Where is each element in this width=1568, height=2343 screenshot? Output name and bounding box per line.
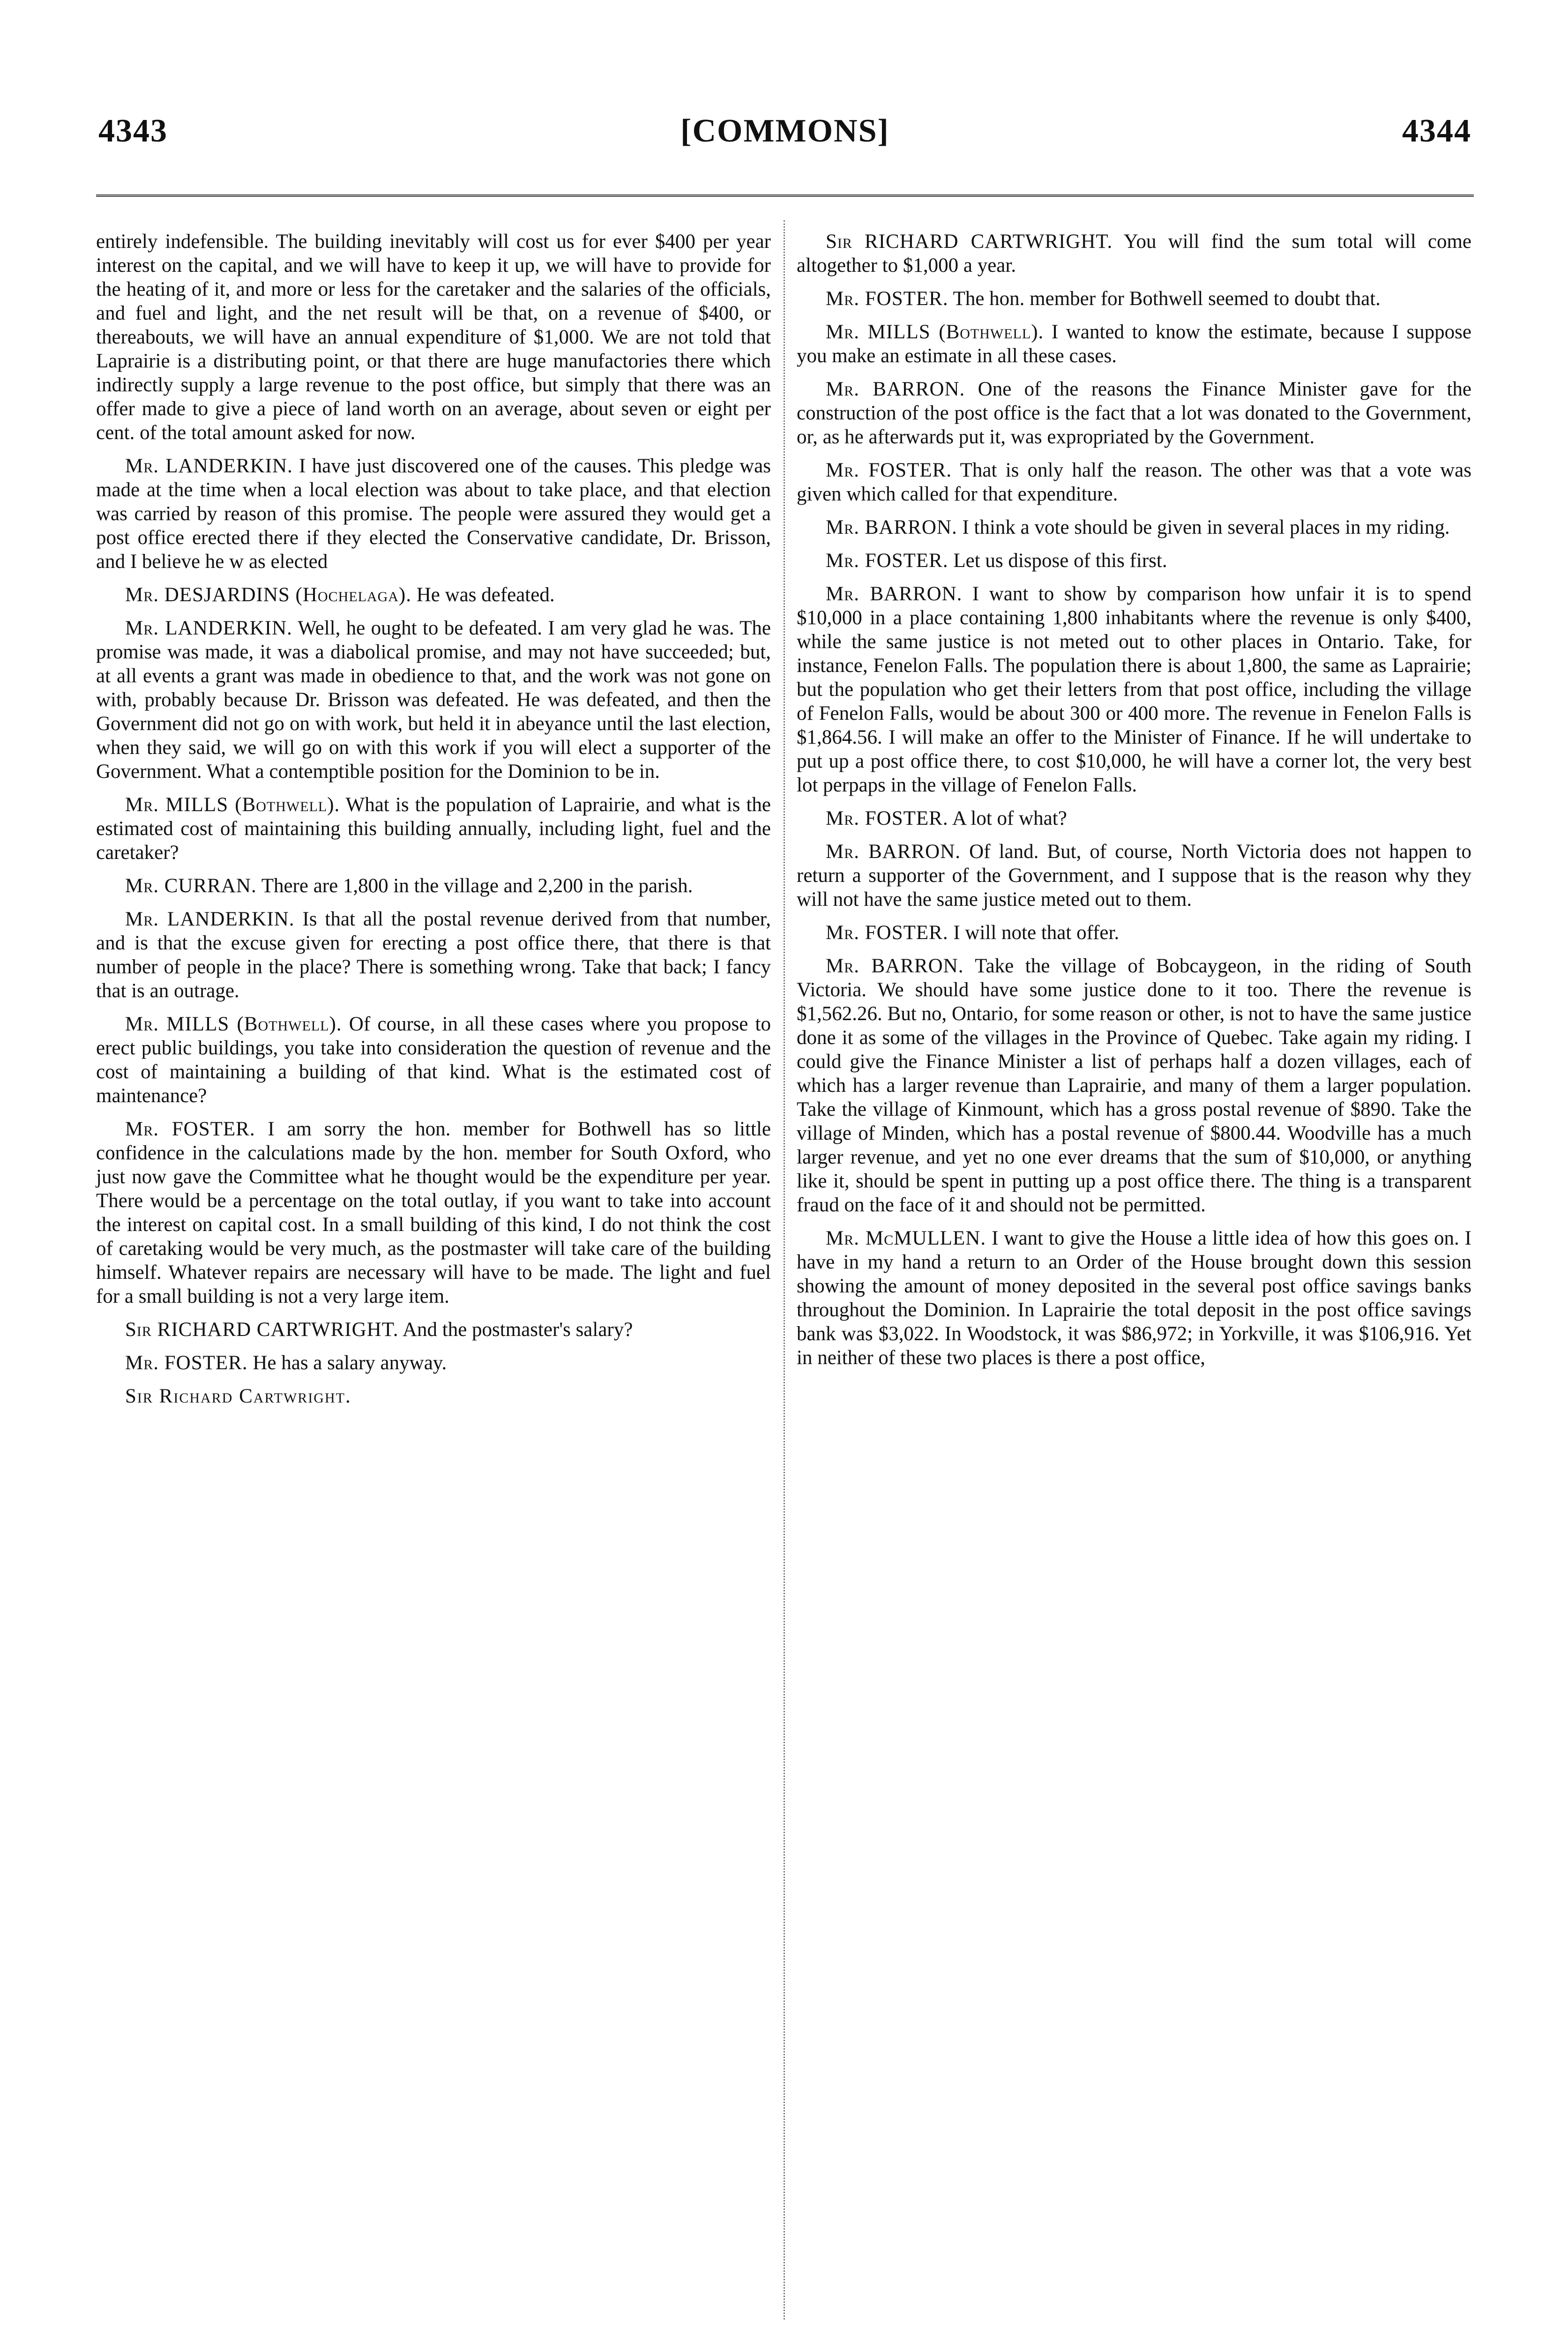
- paragraph-text: A lot of what?: [952, 807, 1067, 829]
- paragraph-text: One of the reasons the Finance Minister gave for the construction of the post office is the fact that a lot was donated to the Government, or, as he afterwards put it, was expropriated by the Government.: [797, 378, 1472, 448]
- paragraph-text: Of course, in all these cases where you propose to erect public buildings, you take into consideration the question of revenue and the cost of maintaining a building of that kind. What is the estimated cost of maintenance?: [96, 1013, 771, 1107]
- paragraph-text: I want to give the House a little idea of how this goes on. I have in my hand a return to an Order of the House brought down this session showing the amount of money deposited in the several post office savings banks throughout the Dominion. In Laprairie the total deposit in the post office savings bank was $3,022. In Woodstock, it was $86,972; in Yorkville, it was $106,916. Yet in neither of these two places is there a post office,: [797, 1227, 1471, 1369]
- paragraph-text: I will note that offer.: [953, 922, 1120, 944]
- paragraph: [797, 230, 1471, 277]
- paragraph: [96, 454, 771, 574]
- paragraph-text: entirely indefensible. The building inevitably will cost us for ever $400 per year interest on the capital, and we will have to keep it up, we will have to provide for the heating of it, and more or less for the caretaker and the salaries of the officials, and fuel and light, and the net result will be that, on a revenue of $400, or thereabouts, we will have an annual expenditure of $1,000. We are not told that Laprairie is a distributing point, or that there are huge manufactories there which indirectly supply a large revenue to the post office, but simply that there was an offer made to give a piece of land worth on an average, about seven or eight per cent. of the total amount asked for now.: [96, 231, 771, 444]
- speaker-name: Mr. MILLS (Bothwell).: [125, 794, 340, 816]
- paragraph: [96, 793, 771, 865]
- speaker-name: Mr. BARRON.: [826, 378, 965, 400]
- speaker-name: Mr. DESJARDINS (Hochelaga).: [125, 584, 411, 606]
- paragraph: [797, 549, 1471, 573]
- paragraph-text: I want to show by comparison how unfair it is to spend $10,000 in a place containing 1,800 inhabitants where the revenue is only $400, while the same justice is not meted out to other places in Ontario. Take, for instance, Fenelon Falls. The population there is about 1,800, the same as Laprairie; but the population who get their letters from that post office, including the village of Fenelon Falls, would be about 300 or 400 more. The revenue in Fenelon Falls is $1,864.56. I will make an offer to the Minister of Finance. If he will undertake to put up a post office there, to cost $10,000, he will have a corner lot, the very best lot perpaps in the village of Fenelon Falls.: [797, 583, 1472, 796]
- paragraph-text: And the postmaster's salary?: [402, 1319, 633, 1341]
- trailing-speaker: Sir Richard Cartwright.: [125, 1385, 351, 1407]
- paragraph-text: Well, he ought to be defeated. I am very glad he was. The promise was made, it was a diabolical promise, and may not have succeeded; but, at all events a grant was made in obedience to that, and the work was not gone on with, probably because Dr. Brisson was defeated. He was defeated, and then the Government did not go on with work, but held it in abeyance until the last election, when they said, we will go on with this work if you will elect a supporter of the Government. What a contemptible position for the Dominion to be in.: [96, 617, 771, 783]
- speaker-name: Mr. CURRAN.: [125, 875, 257, 897]
- paragraph: [797, 806, 1471, 830]
- paragraph-text: I wanted to know the estimate, because I suppose you make an estimate in all these cases.: [797, 321, 1471, 367]
- paragraph-text: There are 1,800 in the village and 2,200 in the parish.: [261, 875, 693, 897]
- header-rule: [96, 194, 1474, 197]
- speaker-name: Mr. FOSTER.: [826, 288, 948, 310]
- paragraph: [96, 230, 771, 445]
- paragraph-text: Take the village of Bobcaygeon, in the riding of South Victoria. We should have some justice done to it too. There the revenue is $1,562.26. But no, Ontario, for some reason or other, is not to have the same justice done it as some of the villages in the Province of Quebec. Take again my riding. I could give the Finance Minister a list of perhaps half a dozen villages, each of which has a larger revenue than Laprairie, and many of them a larger population. Take the village of Kinmount, which has a gross postal revenue of $890. Take the village of Minden, which has a postal revenue of $800.44. Woodville has a much larger revenue, and yet no one ever dreams that the sum of $10,000, or anything like it, should be spent in putting up a post office there. The thing is a transparent fraud on the face of it and should not be permitted.: [797, 955, 1471, 1216]
- paragraph: [96, 583, 771, 607]
- speaker-name: Sir RICHARD CARTWRIGHT.: [826, 231, 1113, 253]
- speaker-name: Mr. LANDERKIN.: [125, 455, 293, 477]
- header-title: [COMMONS]: [680, 113, 889, 149]
- paragraph: [96, 1012, 771, 1108]
- column-divider: [784, 220, 785, 2320]
- speaker-name: Mr. FOSTER.: [125, 1118, 255, 1140]
- speaker-name: Mr. BARRON.: [826, 516, 957, 538]
- paragraph: [797, 582, 1471, 797]
- speaker-name: Mr. McMULLEN.: [826, 1227, 986, 1249]
- right-column: [797, 230, 1471, 1379]
- page-number-right: 4344: [1402, 113, 1471, 149]
- paragraph-text: Is that all the postal revenue derived from that number, and is that the excuse given for erecting a post office there, that there is that number of people in the place? There is something wrong. Take that back; I fancy that is an outrage.: [96, 908, 771, 1002]
- speaker-name: Mr. FOSTER.: [826, 922, 948, 944]
- paragraph-text: I think a vote should be given in several places in my riding.: [962, 516, 1450, 538]
- speaker-name: Mr. FOSTER.: [826, 459, 952, 481]
- paragraph-text: Let us dispose of this first.: [953, 550, 1167, 572]
- paragraph-text: You will find the sum total will come altogether to $1,000 a year.: [797, 231, 1472, 276]
- speaker-name: Mr. LANDERKIN.: [125, 617, 292, 639]
- paragraph: [96, 1351, 771, 1375]
- paragraph: [797, 921, 1471, 945]
- paragraph: [797, 458, 1471, 506]
- paragraph-text: What is the population of Laprairie, and what is the estimated cost of maintaining this building annually, including light, fuel and the caretaker?: [96, 794, 771, 864]
- speaker-name: Mr. FOSTER.: [826, 550, 948, 572]
- paragraph: [797, 1226, 1471, 1370]
- left-column: [96, 230, 771, 1408]
- paragraph-text: He was defeated.: [416, 584, 555, 606]
- paragraph: [797, 377, 1471, 449]
- paragraph: [96, 1318, 771, 1342]
- paragraph: [797, 840, 1471, 911]
- paragraph: [797, 287, 1471, 311]
- speaker-name: Mr. FOSTER.: [125, 1352, 248, 1374]
- paragraph: [96, 616, 771, 783]
- speaker-name: Mr. MILLS (Bothwell).: [826, 321, 1044, 343]
- paragraph: [96, 874, 771, 898]
- paragraph-text: Of land. But, of course, North Victoria does not happen to return a supporter of the Government, and I suppose that is the reason why they will not have the same justice meted out to them.: [797, 841, 1471, 910]
- paragraph: [797, 320, 1471, 368]
- paragraph: [797, 954, 1471, 1217]
- paragraph-text: The hon. member for Bothwell seemed to doubt that.: [953, 288, 1381, 310]
- paragraph: [96, 1117, 771, 1308]
- speaker-name: Mr. FOSTER.: [826, 807, 948, 829]
- speaker-name: Mr. MILLS (Bothwell).: [125, 1013, 342, 1035]
- speaker-name: Mr. BARRON.: [826, 583, 963, 605]
- paragraph: [797, 515, 1471, 539]
- paragraph-text: That is only half the reason. The other was that a vote was given which called for that expenditure.: [797, 459, 1471, 505]
- page-header: [98, 112, 1471, 169]
- page-number-left: 4343: [98, 113, 168, 149]
- paragraph-text: He has a salary anyway.: [253, 1352, 447, 1374]
- paragraph-text: I am sorry the hon. member for Bothwell has so little confidence in the calculations made by the hon. member for South Oxford, who just now gave the Committee what he thought would be the expenditure per year. There would be a percentage on the total outlay, if you want to take into account the interest on capital cost. In a small building of this kind, I do not think the cost of caretaking would be very much, as the postmaster will take care of the building himself. Whatever repairs are necessary will have to be made. The light and fuel for a small building is not a very large item.: [96, 1118, 771, 1307]
- paragraph: [96, 907, 771, 1003]
- speaker-name: Sir RICHARD CARTWRIGHT.: [125, 1319, 399, 1341]
- speaker-name: Mr. BARRON.: [826, 955, 964, 977]
- speaker-name: Mr. LANDERKIN.: [125, 908, 295, 930]
- paragraph-text: I have just discovered one of the causes. This pledge was made at the time when a local election was about to take place, and that election was carried by reason of this promise. The people were assured they would get a post office erected there if they elected the Conservative candidate, Dr. Brisson, and I believe he w as elected: [96, 455, 771, 573]
- speaker-name: Mr. BARRON.: [826, 841, 961, 863]
